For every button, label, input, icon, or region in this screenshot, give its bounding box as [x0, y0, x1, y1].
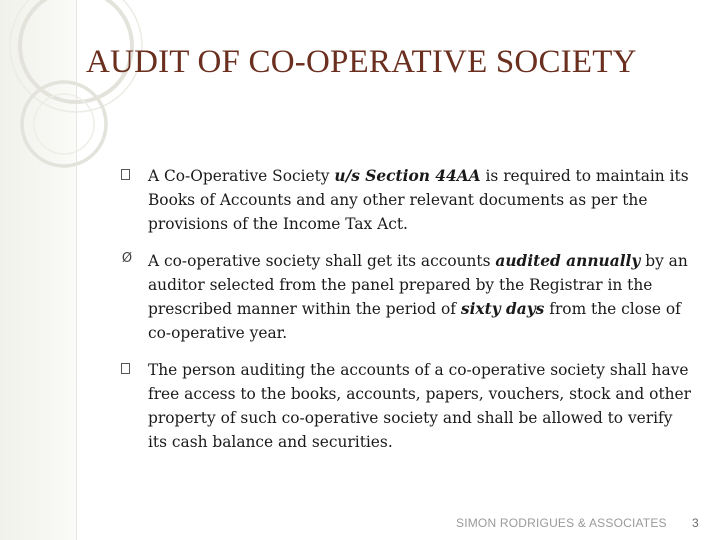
page-number: 3: [692, 516, 699, 530]
bullet-item-2: [120, 249, 696, 345]
slide-title: AUDIT OF CO-OPERATIVE SOCIETY: [86, 44, 637, 80]
decorative-circles: [0, 0, 180, 170]
slide-footer: SIMON RODRIGUES & ASSOCIATES: [456, 516, 667, 530]
bullet-item-1: [120, 164, 696, 236]
bullet-text-1: A Co-Operative Society u/s Section 44AA is required to maintain its Books of Accounts and any other relevant documents as per the provisions of the Income Tax Act.: [148, 167, 689, 233]
bullet-list: [120, 164, 696, 467]
bullet-item-3: [120, 358, 696, 454]
arrowhead-icon: Ø: [121, 251, 133, 266]
empty-box-icon: [121, 363, 130, 374]
bullet-text-2: A co-operative society shall get its accounts audited annually by an auditor selected from the panel prepared by the Registrar in the prescribed manner within the period of sixty days from the close of co-operative year.: [148, 252, 688, 342]
bullet-text-3: The person auditing the accounts of a co-operative society shall have free access to the books, accounts, papers, vouchers, stock and other property of such co-operative society and shall be allowed to verify its cash balance and securities.: [148, 361, 692, 451]
empty-box-icon: [121, 169, 130, 180]
